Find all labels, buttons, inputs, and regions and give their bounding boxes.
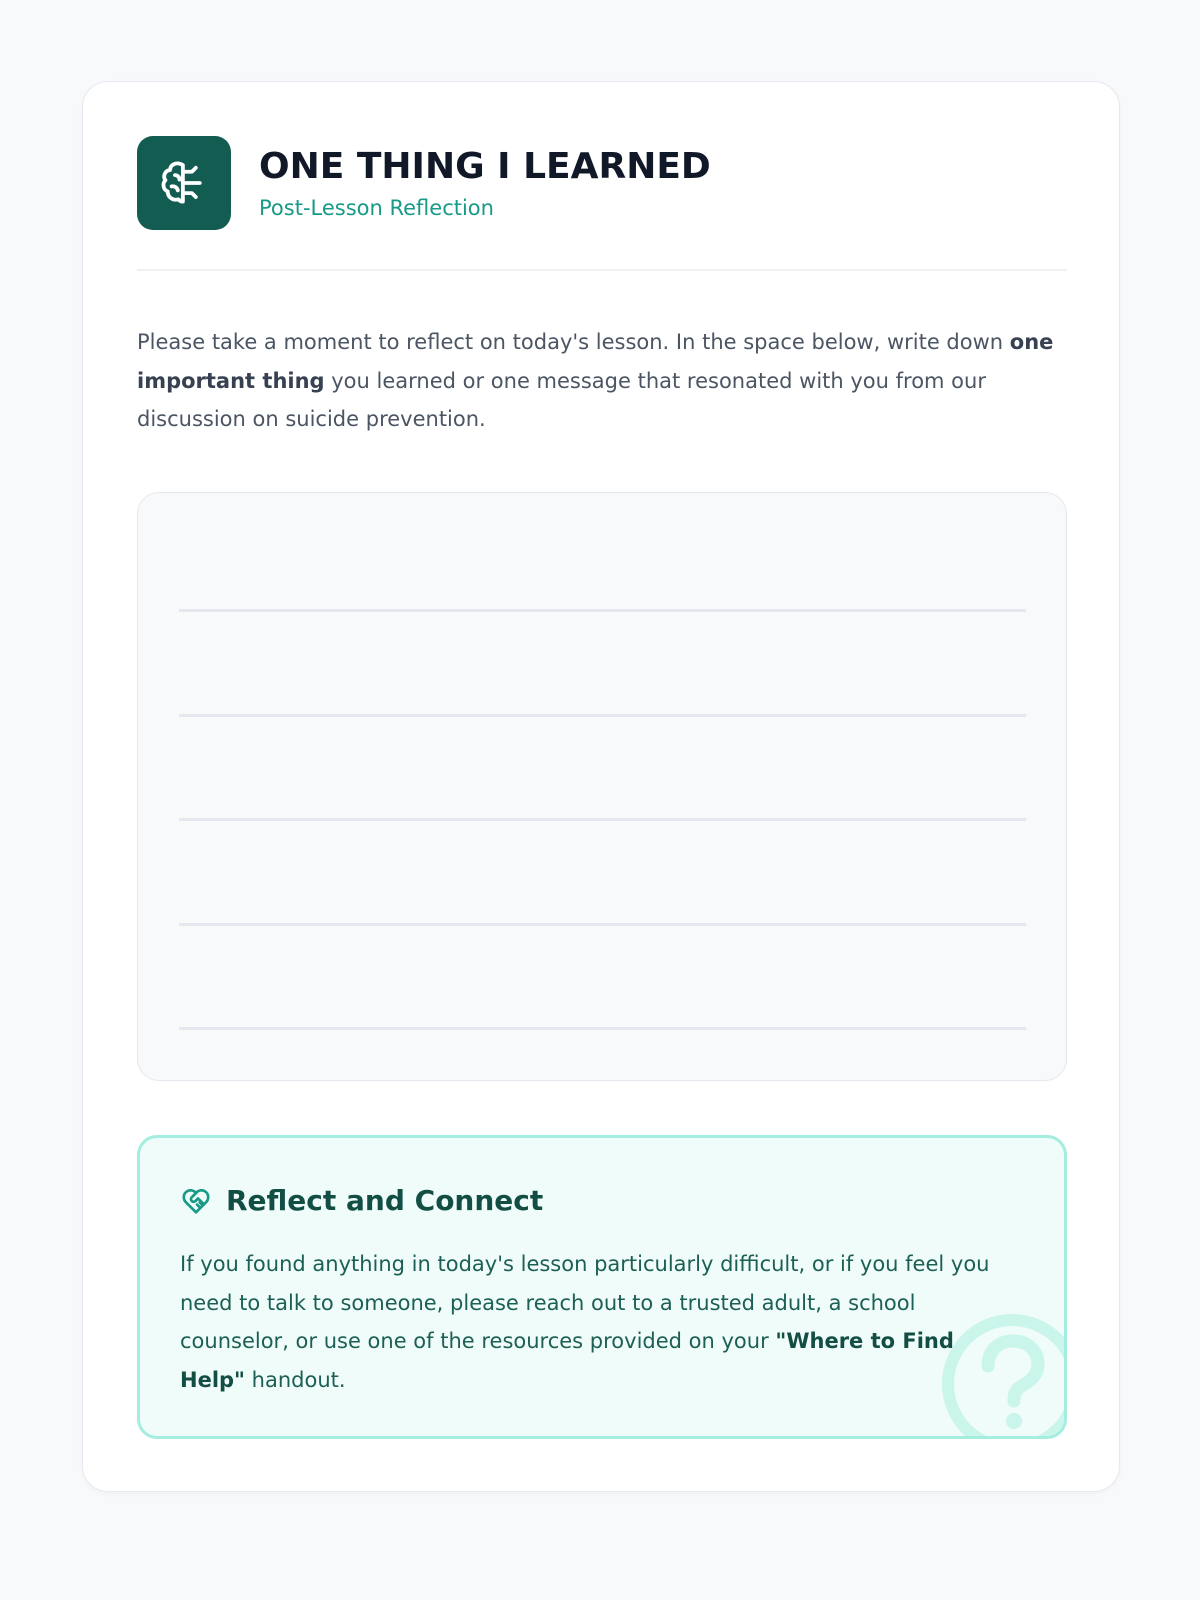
instructions-paragraph	[137, 323, 1072, 439]
help-box-header	[180, 1182, 543, 1220]
writing-line-3	[179, 818, 1026, 821]
help-handout-name: "Where to Find Help"	[180, 1329, 954, 1392]
heart-handshake-icon	[180, 1185, 212, 1217]
writing-line-5	[179, 1027, 1026, 1030]
instructions-emphasis: one important thing	[137, 330, 1054, 393]
answer-writing-area[interactable]	[137, 492, 1067, 1081]
worksheet-header	[137, 136, 1067, 230]
logo-badge	[137, 136, 231, 230]
header-divider	[137, 269, 1067, 271]
writing-line-2	[179, 714, 1026, 717]
reflect-connect-box	[137, 1135, 1067, 1439]
page-subtitle: Post-Lesson Reflection	[259, 196, 494, 220]
header-titles	[259, 145, 711, 221]
instructions-text-end: you learned or one message that resonated with you from our discussion on suicide prevention.	[137, 368, 986, 431]
instructions-text-start: Please take a moment to reflect on today's lesson. In the space below, write down	[137, 330, 1010, 354]
help-text-end: handout.	[245, 1367, 346, 1392]
help-box-text	[180, 1245, 1000, 1399]
help-text-start: If you found anything in today's lesson particularly difficult, or if you feel you need to talk to someone, please reach out to a trusted adult, a school counselor, or use one of the resources provided on your	[180, 1252, 990, 1353]
help-box-title: Reflect and Connect	[226, 1184, 544, 1217]
page-title: ONE THING I LEARNED	[259, 146, 711, 187]
writing-line-1	[179, 609, 1026, 612]
worksheet-card	[82, 81, 1120, 1492]
brain-icon	[157, 156, 211, 210]
writing-line-4	[179, 923, 1026, 926]
